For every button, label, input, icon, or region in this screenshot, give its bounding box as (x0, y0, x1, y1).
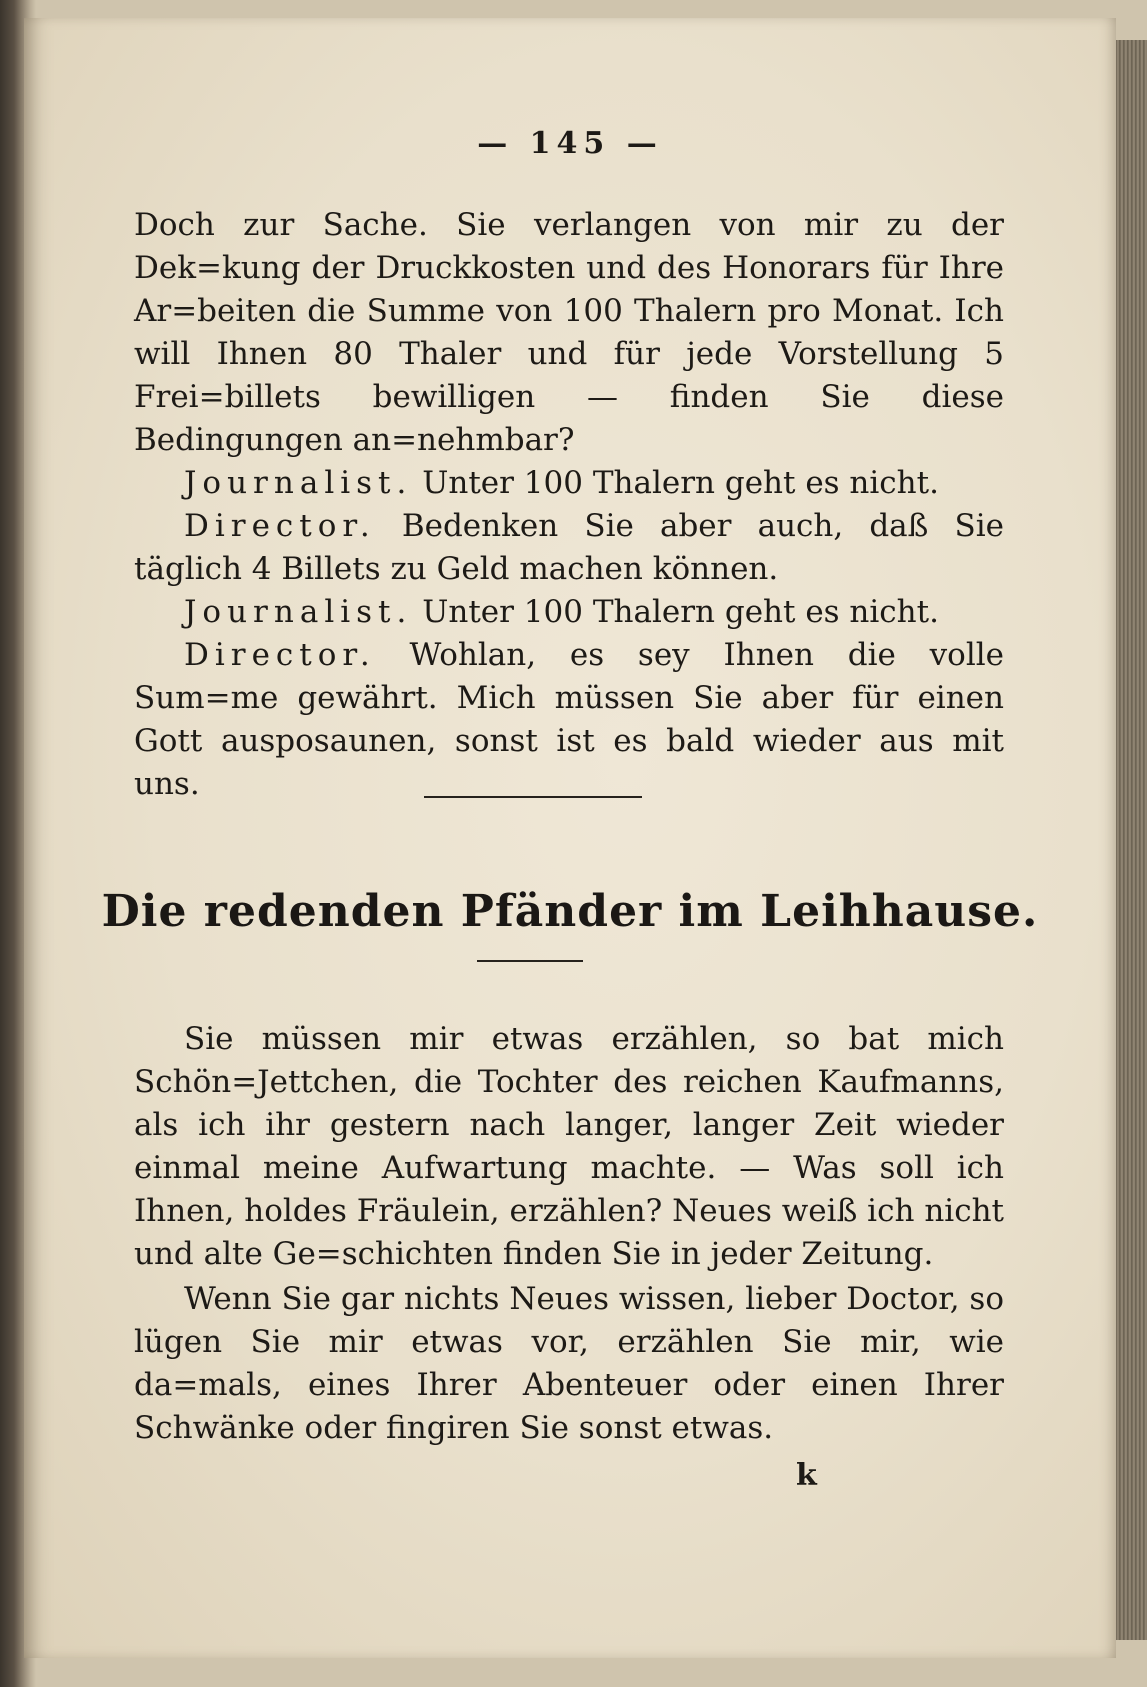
dialogue-text: Bedenken Sie aber auch, daß Sie täglich 4 Billets zu Geld machen können. (134, 508, 1005, 587)
dialogue-paragraph-2 (134, 462, 1004, 505)
dialogue-paragraph-1 (134, 204, 1004, 462)
speaker-name: Journalist. (184, 465, 413, 501)
dialogue-text: Doch zur Sache. Sie verlangen von mir zu der Dek=kung der Druckkosten und des Honorars für Ihre Ar=beiten die Summe von 100 Thalern pro Monat. Ich will Ihnen 80 Thaler und für jede Vorstellung 5 Frei=billets bewilligen — finden Sie diese Bedingungen an=nehmbar? (134, 207, 1004, 458)
page-number: — 145 — (477, 126, 663, 161)
section-title: Die redenden Pfänder im Leihhause. (101, 886, 1039, 937)
story-paragraph-2: Wenn Sie gar nichts Neues wissen, lieber Doctor, so lügen Sie mir etwas vor, erzählen Sie mir, wie da=mals, eines Ihrer Abenteuer oder einen Ihrer Schwänke oder fingiren Sie sonst etwas. (134, 1281, 1004, 1446)
page-edges (1116, 40, 1147, 1640)
section-divider (424, 796, 642, 798)
speaker-name: Journalist. (184, 594, 413, 630)
book-page (24, 18, 1116, 1658)
dialogue-paragraph-5 (134, 634, 1004, 806)
dialogue-paragraph-4 (134, 591, 1004, 634)
dialogue-paragraph-3 (134, 505, 1004, 591)
dialogue-text: Wohlan, es sey Ihnen die volle Sum=me gewährt. Mich müssen Sie aber für einen Gott ausposaunen, sonst ist es bald wieder aus mit uns. (134, 637, 1004, 802)
dialogue-text: Unter 100 Thalern geht es nicht. (422, 465, 939, 501)
dialogue-text: Unter 100 Thalern geht es nicht. (422, 594, 939, 630)
title-underline (477, 960, 583, 962)
signature-mark: k (796, 1458, 817, 1493)
story-paragraph-1: Sie müssen mir etwas erzählen, so bat mich Schön=Jettchen, die Tochter des reichen Kaufmanns, als ich ihr gestern nach langer, langer Zeit wieder einmal meine Aufwartung machte. — Was soll ich Ihnen, holdes Fräulein, erzählen? Neues weiß ich nicht und alte Ge=schichten finden Sie in jeder Zeitung. (134, 1021, 1004, 1272)
speaker-name: Director. (184, 637, 376, 673)
speaker-name: Director. (184, 508, 376, 544)
